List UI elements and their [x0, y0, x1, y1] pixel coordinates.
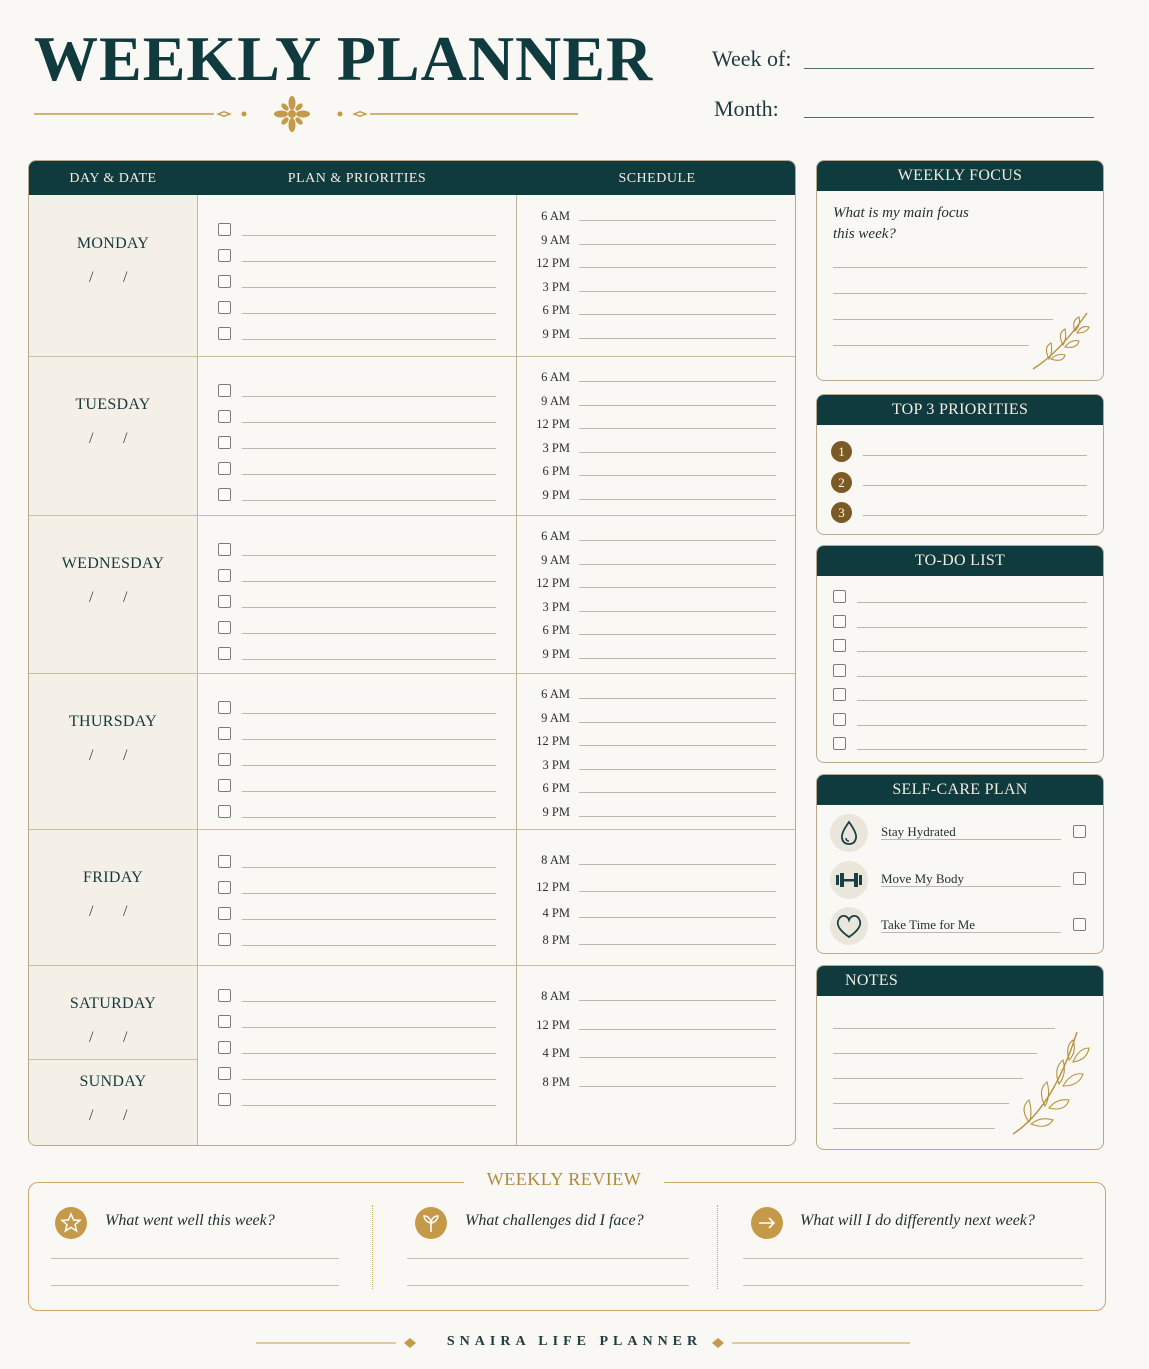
- priority-number-2: 2: [831, 472, 852, 493]
- task-line[interactable]: [242, 500, 496, 501]
- schedule-time: 9 AM: [541, 232, 570, 247]
- column-divider: [197, 195, 198, 1145]
- row-divider: [29, 829, 796, 830]
- schedule-line[interactable]: [579, 291, 776, 292]
- weekly-focus-panel: [816, 160, 1104, 381]
- schedule-line[interactable]: [579, 698, 776, 699]
- schedule-line[interactable]: [579, 381, 776, 382]
- schedule-line[interactable]: [579, 891, 776, 892]
- date-slash[interactable]: /: [89, 1029, 94, 1046]
- task-line[interactable]: [242, 261, 496, 262]
- top-priorities-panel: [816, 394, 1104, 535]
- focus-line[interactable]: [833, 267, 1087, 268]
- week-of-label: Week of:: [712, 46, 792, 71]
- schedule-time: 8 PM: [542, 1074, 570, 1089]
- weekly-focus-title: WEEKLY FOCUS: [817, 161, 1103, 191]
- title-ornament: [34, 94, 578, 134]
- date-slash[interactable]: /: [123, 430, 128, 447]
- row-divider: [29, 965, 796, 966]
- task-line[interactable]: [242, 396, 496, 397]
- schedule-line[interactable]: [579, 611, 776, 612]
- schedule-time: 12 PM: [536, 417, 570, 432]
- review-line[interactable]: [743, 1258, 1083, 1259]
- self-care-line-2: [881, 886, 1061, 887]
- schedule-line[interactable]: [579, 658, 776, 659]
- self-care-panel: [816, 774, 1104, 954]
- task-checkbox[interactable]: [218, 779, 231, 792]
- todo-line[interactable]: [857, 676, 1087, 677]
- task-checkbox[interactable]: [218, 855, 231, 868]
- task-checkbox[interactable]: [218, 249, 231, 262]
- schedule-line[interactable]: [579, 1029, 776, 1030]
- todo-checkbox[interactable]: [833, 713, 846, 726]
- task-checkbox[interactable]: [218, 933, 231, 946]
- review-divider: [717, 1205, 718, 1289]
- task-checkbox[interactable]: [218, 647, 231, 660]
- schedule-time: 9 AM: [541, 710, 570, 725]
- day-name-wednesday: WEDNESDAY: [61, 555, 165, 572]
- task-checkbox[interactable]: [218, 543, 231, 556]
- review-line[interactable]: [407, 1258, 689, 1259]
- todo-line[interactable]: [857, 749, 1087, 750]
- task-line[interactable]: [242, 555, 496, 556]
- schedule-line[interactable]: [579, 338, 776, 339]
- todo-line[interactable]: [857, 627, 1087, 628]
- task-line[interactable]: [242, 1001, 496, 1002]
- schedule-time: 8 AM: [541, 989, 570, 1003]
- priority-line-2[interactable]: [863, 485, 1087, 486]
- heart-icon: [830, 907, 868, 945]
- review-question-2: What challenges did I face?: [465, 1212, 644, 1229]
- task-line[interactable]: [242, 1027, 496, 1028]
- task-line[interactable]: [242, 474, 496, 475]
- schedule-line[interactable]: [579, 587, 776, 588]
- task-checkbox[interactable]: [218, 327, 231, 340]
- schedule-time: 3 PM: [542, 599, 570, 614]
- schedule-time: 6 AM: [541, 529, 570, 543]
- top-priorities-title: TOP 3 PRIORITIES: [817, 395, 1103, 425]
- task-line[interactable]: [242, 867, 496, 868]
- task-checkbox[interactable]: [218, 1015, 231, 1028]
- schedule-time: 4 PM: [542, 906, 570, 920]
- schedule-time: 9 PM: [542, 327, 570, 341]
- schedule-time: 6 PM: [542, 464, 570, 479]
- task-checkbox[interactable]: [218, 223, 231, 236]
- leaf-sprig-icon: [1029, 307, 1095, 373]
- todo-line[interactable]: [857, 700, 1087, 701]
- task-line[interactable]: [242, 659, 496, 660]
- schedule-line[interactable]: [579, 428, 776, 429]
- task-line[interactable]: [242, 1053, 496, 1054]
- priority-line-1[interactable]: [863, 455, 1087, 456]
- weekly-focus-prompt-line2: this week?: [833, 226, 896, 242]
- self-care-checkbox-1[interactable]: [1073, 825, 1086, 838]
- date-slash[interactable]: /: [123, 1029, 128, 1046]
- date-slash[interactable]: /: [89, 589, 94, 606]
- review-line[interactable]: [743, 1285, 1083, 1286]
- task-line[interactable]: [242, 448, 496, 449]
- schedule-line[interactable]: [579, 1086, 776, 1087]
- task-line[interactable]: [242, 607, 496, 608]
- self-care-title: SELF-CARE PLAN: [817, 775, 1103, 805]
- todo-checkbox[interactable]: [833, 639, 846, 652]
- page-title: WEEKLY PLANNER: [34, 23, 654, 94]
- day-name-tuesday: TUESDAY: [75, 396, 151, 413]
- daily-table: [28, 160, 796, 1146]
- todo-panel: [816, 545, 1104, 763]
- task-line[interactable]: [242, 765, 496, 766]
- schedule-line[interactable]: [579, 634, 776, 635]
- schedule-time: 6 PM: [542, 781, 570, 796]
- week-of-field[interactable]: [804, 68, 1094, 69]
- footer-ornament-right: [710, 1335, 910, 1351]
- day-name-friday: FRIDAY: [83, 869, 143, 886]
- review-question-3: What will I do differently next week?: [800, 1212, 1035, 1229]
- task-line[interactable]: [242, 1079, 496, 1080]
- todo-checkbox[interactable]: [833, 688, 846, 701]
- todo-checkbox[interactable]: [833, 615, 846, 628]
- schedule-time: 9 PM: [542, 647, 570, 661]
- schedule-line[interactable]: [579, 499, 776, 500]
- review-question-1: What went well this week?: [105, 1212, 275, 1229]
- schedule-line[interactable]: [579, 769, 776, 770]
- task-checkbox[interactable]: [218, 621, 231, 634]
- schedule-line[interactable]: [579, 564, 776, 565]
- schedule-time: 3 PM: [542, 757, 570, 772]
- date-slash[interactable]: /: [123, 269, 128, 286]
- schedule-time: 9 PM: [542, 488, 570, 502]
- schedule-time: 9 AM: [541, 552, 570, 567]
- schedule-time: 8 PM: [542, 932, 570, 947]
- schedule-line[interactable]: [579, 816, 776, 817]
- task-line[interactable]: [242, 945, 496, 946]
- task-line[interactable]: [242, 919, 496, 920]
- schedule-time: 6 AM: [541, 370, 570, 384]
- task-checkbox[interactable]: [218, 1093, 231, 1106]
- task-line[interactable]: [242, 581, 496, 582]
- schedule-time: 8 AM: [541, 853, 570, 867]
- date-slash[interactable]: /: [123, 903, 128, 920]
- schedule-time: 12 PM: [536, 734, 570, 749]
- todo-checkbox[interactable]: [833, 664, 846, 677]
- schedule-line[interactable]: [579, 405, 776, 406]
- review-line[interactable]: [407, 1285, 689, 1286]
- date-slash[interactable]: /: [89, 269, 94, 286]
- row-divider: [29, 673, 796, 674]
- schedule-time: 6 PM: [542, 303, 570, 318]
- notes-line[interactable]: [833, 1103, 1009, 1104]
- self-care-label-3: Take Time for Me: [881, 917, 976, 932]
- weekly-focus-prompt-line1: What is my main focus: [833, 205, 969, 221]
- month-label: Month:: [714, 96, 779, 121]
- header-schedule: SCHEDULE: [618, 171, 696, 186]
- task-checkbox[interactable]: [218, 753, 231, 766]
- task-checkbox[interactable]: [218, 410, 231, 423]
- schedule-time: 12 PM: [536, 879, 570, 894]
- schedule-line[interactable]: [579, 220, 776, 221]
- schedule-line[interactable]: [579, 244, 776, 245]
- task-checkbox[interactable]: [218, 462, 231, 475]
- table-header: [29, 161, 795, 195]
- dumbbell-icon: [830, 861, 868, 899]
- task-line[interactable]: [242, 313, 496, 314]
- task-checkbox[interactable]: [218, 1041, 231, 1054]
- month-field[interactable]: [804, 117, 1094, 118]
- sprout-icon: [415, 1207, 447, 1239]
- task-checkbox[interactable]: [218, 569, 231, 582]
- arrow-right-icon: [751, 1207, 783, 1239]
- task-checkbox[interactable]: [218, 488, 231, 501]
- schedule-line[interactable]: [579, 1057, 776, 1058]
- task-line[interactable]: [242, 422, 496, 423]
- task-checkbox[interactable]: [218, 881, 231, 894]
- schedule-line[interactable]: [579, 745, 776, 746]
- water-drop-icon: [830, 814, 868, 852]
- notes-line[interactable]: [833, 1078, 1023, 1079]
- task-checkbox[interactable]: [218, 805, 231, 818]
- self-care-checkbox-2[interactable]: [1073, 872, 1086, 885]
- schedule-time: 12 PM: [536, 256, 570, 271]
- date-slash[interactable]: /: [123, 747, 128, 764]
- task-line[interactable]: [242, 287, 496, 288]
- focus-line[interactable]: [833, 319, 1053, 320]
- schedule-time: 3 PM: [542, 279, 570, 294]
- schedule-line[interactable]: [579, 722, 776, 723]
- self-care-line-3: [881, 932, 1061, 933]
- schedule-time: 4 PM: [542, 1046, 570, 1060]
- priority-number-1: 1: [831, 441, 852, 462]
- weekly-review-title: WEEKLY REVIEW: [464, 1169, 664, 1190]
- schedule-line[interactable]: [579, 1000, 776, 1001]
- day-name-saturday: SATURDAY: [69, 995, 157, 1012]
- task-line[interactable]: [242, 739, 496, 740]
- todo-line[interactable]: [857, 602, 1087, 603]
- task-line[interactable]: [242, 339, 496, 340]
- schedule-line[interactable]: [579, 944, 776, 945]
- task-checkbox[interactable]: [218, 1067, 231, 1080]
- task-line[interactable]: [242, 235, 496, 236]
- header-plan-priorities: PLAN & PRIORITIES: [287, 171, 427, 186]
- schedule-time: 6 PM: [542, 623, 570, 638]
- schedule-line[interactable]: [579, 475, 776, 476]
- notes-panel: [816, 965, 1104, 1150]
- schedule-time: 12 PM: [536, 1017, 570, 1032]
- task-checkbox[interactable]: [218, 701, 231, 714]
- column-divider: [516, 195, 517, 1145]
- header-day-date: DAY & DATE: [69, 171, 157, 186]
- self-care-label-2: Move My Body: [881, 871, 965, 886]
- task-line[interactable]: [242, 633, 496, 634]
- task-checkbox[interactable]: [218, 301, 231, 314]
- row-divider: [29, 1059, 197, 1060]
- date-slash[interactable]: /: [123, 589, 128, 606]
- row-divider: [29, 515, 796, 516]
- self-care-checkbox-3[interactable]: [1073, 918, 1086, 931]
- focus-line[interactable]: [833, 345, 1029, 346]
- task-checkbox[interactable]: [218, 595, 231, 608]
- todo-line[interactable]: [857, 725, 1087, 726]
- task-checkbox[interactable]: [218, 275, 231, 288]
- task-checkbox[interactable]: [218, 436, 231, 449]
- date-slash[interactable]: /: [123, 1107, 128, 1124]
- day-name-monday: MONDAY: [76, 235, 150, 252]
- todo-checkbox[interactable]: [833, 590, 846, 603]
- row-divider: [29, 356, 796, 357]
- task-checkbox[interactable]: [218, 384, 231, 397]
- task-line[interactable]: [242, 713, 496, 714]
- notes-title: NOTES: [817, 966, 1103, 996]
- review-line[interactable]: [51, 1258, 339, 1259]
- priority-number-3: 3: [831, 502, 852, 523]
- self-care-line-1: [881, 839, 1061, 840]
- task-line[interactable]: [242, 791, 496, 792]
- schedule-time: 3 PM: [542, 440, 570, 455]
- priority-line-3[interactable]: [863, 515, 1087, 516]
- schedule-line[interactable]: [579, 792, 776, 793]
- schedule-line[interactable]: [579, 864, 776, 865]
- self-care-label-1: Stay Hydrated: [881, 824, 956, 839]
- review-divider: [372, 1205, 373, 1289]
- star-icon: [55, 1207, 87, 1239]
- task-line[interactable]: [242, 1105, 496, 1106]
- review-line[interactable]: [51, 1285, 339, 1286]
- schedule-line[interactable]: [579, 540, 776, 541]
- schedule-time: 6 AM: [541, 209, 570, 223]
- schedule-line[interactable]: [579, 314, 776, 315]
- task-checkbox[interactable]: [218, 989, 231, 1002]
- schedule-time: 6 AM: [541, 687, 570, 701]
- weekly-review-box: [28, 1182, 1106, 1311]
- day-name-thursday: THURSDAY: [68, 713, 158, 730]
- weekly-focus-prompt: [833, 203, 969, 245]
- task-line[interactable]: [242, 817, 496, 818]
- notes-line[interactable]: [833, 1128, 995, 1129]
- date-slash[interactable]: /: [89, 903, 94, 920]
- task-line[interactable]: [242, 893, 496, 894]
- date-slash[interactable]: /: [89, 1107, 94, 1124]
- todo-checkbox[interactable]: [833, 737, 846, 750]
- schedule-line[interactable]: [579, 452, 776, 453]
- schedule-time: 12 PM: [536, 576, 570, 591]
- todo-line[interactable]: [857, 651, 1087, 652]
- schedule-line[interactable]: [579, 267, 776, 268]
- leaf-branch-icon: [1007, 1024, 1093, 1138]
- task-checkbox[interactable]: [218, 727, 231, 740]
- schedule-time: 9 PM: [542, 805, 570, 819]
- schedule-time: 9 AM: [541, 393, 570, 408]
- task-checkbox[interactable]: [218, 907, 231, 920]
- date-slash[interactable]: /: [89, 430, 94, 447]
- footer-brand: SNAIRA LIFE PLANNER: [446, 1334, 703, 1349]
- todo-title: TO-DO LIST: [817, 546, 1103, 576]
- schedule-line[interactable]: [579, 917, 776, 918]
- date-slash[interactable]: /: [89, 747, 94, 764]
- day-name-sunday: SUNDAY: [79, 1073, 147, 1090]
- focus-line[interactable]: [833, 293, 1087, 294]
